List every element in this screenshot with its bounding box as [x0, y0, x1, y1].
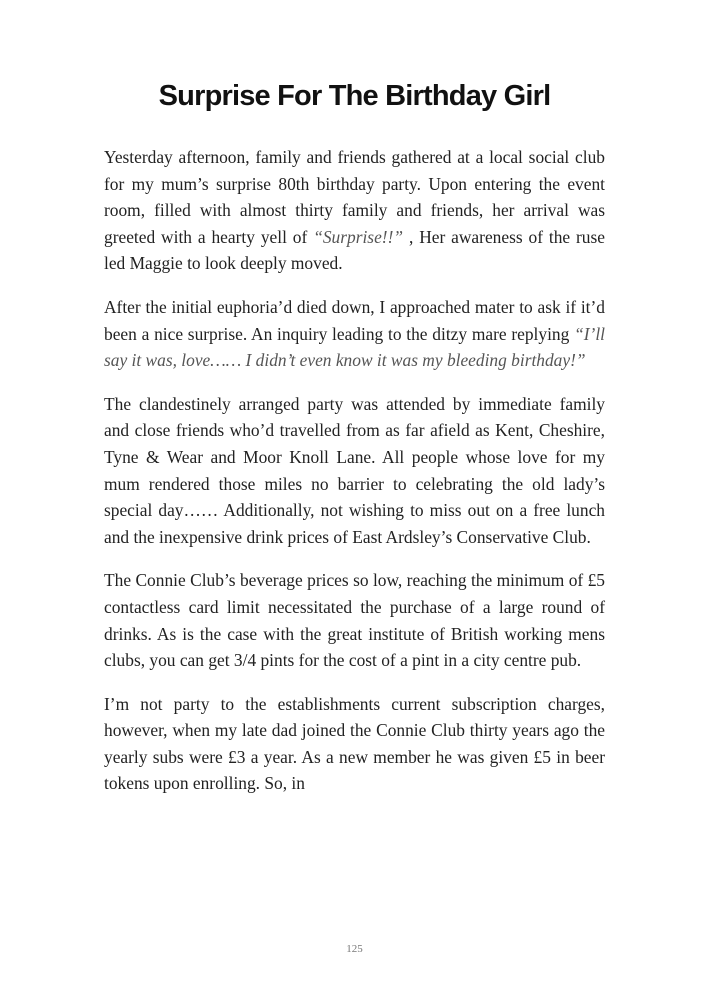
chapter-title: Surprise For The Birthday Girl	[158, 80, 551, 112]
birthday-quote: “I’ll say it was, love…… I didn’t even know it was my bleeding birthday!”	[104, 323, 605, 371]
body-text	[104, 144, 605, 814]
paragraph-1-text: Yesterday afternoon, family and friends gathered at a local social club for my mum’s surprise 80th birthday party. Upon entering the event room, filled with almost thirty family and friends, her arrival was greeted with a hearty yell of	[104, 147, 605, 247]
surprise-quote: “Surprise!!”	[313, 226, 404, 247]
paragraph-2	[104, 294, 605, 374]
page-number: 125	[346, 943, 363, 955]
paragraph-5: I’m not party to the establishments current subscription charges, however, when my late dad joined the Connie Club thirty years ago the yearly subs were £3 a year. As a new member he was given £5 in beer tokens upon enrolling. So, in	[104, 693, 605, 794]
paragraph-1	[104, 144, 605, 277]
paragraph-4: The Connie Club’s beverage prices so low, reaching the minimum of £5 contactless card limit necessitated the purchase of a large round of drinks. As is the case with the great institute of British working mens clubs, you can get 3/4 pints for the cost of a pint in a city centre pub.	[104, 570, 605, 671]
paragraph-2-text: After the initial euphoria’d died down, I approached mater to ask if it’d been a nice surprise. An inquiry leading to the ditzy mare replying	[104, 296, 605, 344]
paragraph-3: The clandestinely arranged party was attended by immediate family and close friends who’d travelled from as far afield as Kent, Cheshire, Tyne & Wear and Moor Knoll Lane. All people whose love for my mum rendered those miles no barrier to celebrating the old lady’s special day…… Additionally, not wishing to miss out on a free lunch and the inexpensive drink prices of East Ardsley’s Conservative Club.	[104, 393, 605, 547]
paragraph-1-text-end: , Her awareness of the ruse led Maggie to look deeply moved.	[104, 226, 605, 274]
